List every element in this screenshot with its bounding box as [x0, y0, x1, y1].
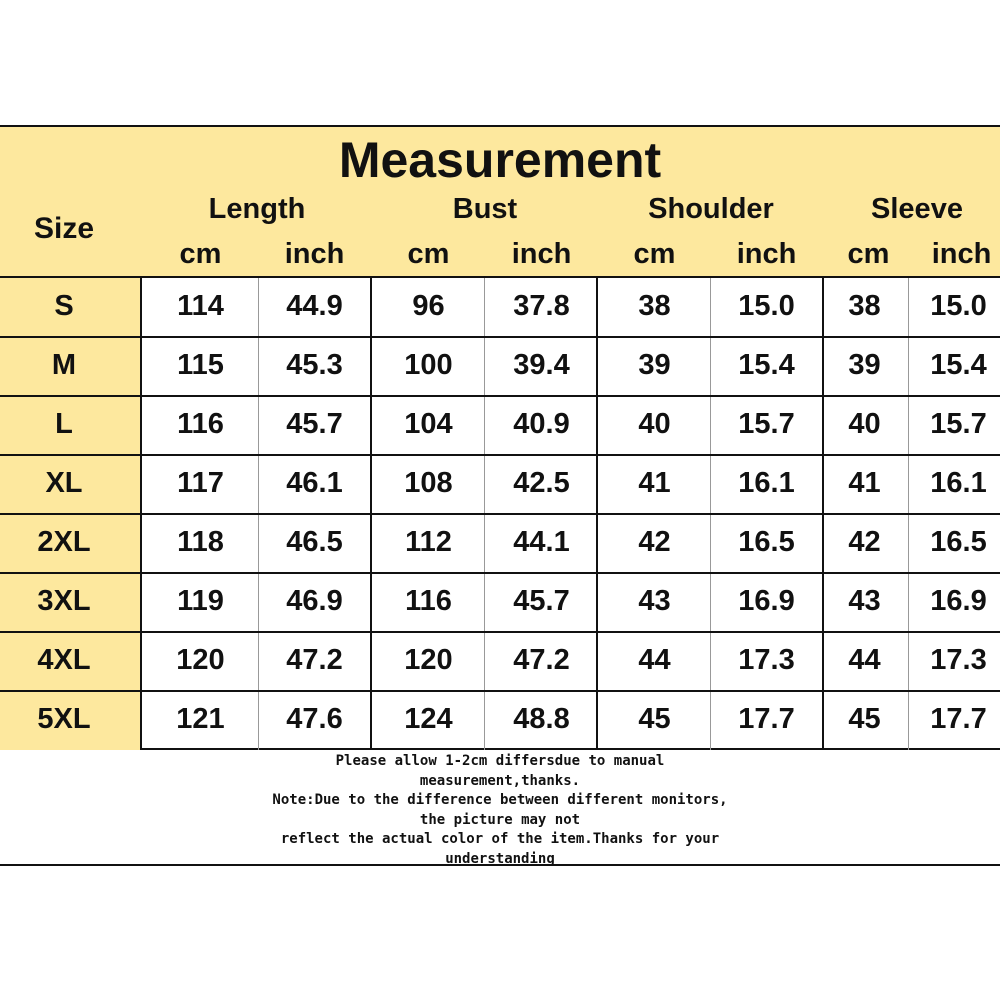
table-cell: 15.7	[738, 408, 795, 440]
table-cell: 46.1	[286, 467, 343, 499]
table-cell: 44.1	[513, 526, 570, 558]
table-cell: 40	[638, 408, 671, 440]
table-cell: 118	[177, 526, 224, 558]
row-divider	[0, 454, 1000, 456]
table-cell: 39.4	[513, 349, 570, 381]
table-cell: 44	[638, 644, 671, 676]
table-cell: 17.3	[930, 644, 987, 676]
bust-inch-header: inch	[511, 238, 572, 270]
table-cell: 43	[848, 585, 881, 617]
size-cell: L	[55, 408, 73, 440]
shoulder-inch-header: inch	[736, 238, 797, 270]
table-cell: 116	[405, 585, 452, 617]
table-cell: 45	[638, 703, 671, 735]
size-cell: 2XL	[37, 526, 91, 558]
table-cell: 46.5	[286, 526, 343, 558]
length-inch-header: inch	[284, 238, 345, 270]
measurement-note	[0, 751, 1000, 866]
table-cell: 121	[176, 703, 225, 735]
table-cell: 42	[638, 526, 671, 558]
table-cell: 114	[177, 290, 224, 322]
table-cell: 15.7	[930, 408, 987, 440]
note-line: the picture may not	[419, 811, 581, 828]
note-line: reflect the actual color of the item.Thanks for your	[280, 831, 720, 848]
table-cell: 100	[404, 349, 453, 381]
table-cell: 15.4	[930, 349, 987, 381]
row-divider	[0, 395, 1000, 397]
shoulder-cm-header: cm	[633, 238, 676, 270]
bust-cm-header: cm	[407, 238, 450, 270]
size-cell: S	[54, 290, 74, 322]
table-cell: 112	[405, 526, 452, 558]
table-cell: 17.7	[930, 703, 987, 735]
table-cell: 46.9	[286, 585, 343, 617]
table-cell: 96	[412, 290, 445, 322]
table-cell: 16.9	[738, 585, 795, 617]
table-cell: 39	[848, 349, 881, 381]
table-header	[0, 127, 1000, 278]
size-cell: M	[51, 349, 77, 381]
sleeve-cm-header: cm	[847, 238, 890, 270]
table-cell: 16.5	[738, 526, 795, 558]
table-cell: 37.8	[513, 290, 570, 322]
table-cell: 44.9	[286, 290, 343, 322]
table-cell: 41	[638, 467, 671, 499]
note-line: understanding	[445, 850, 555, 867]
size-cell: 5XL	[37, 703, 91, 735]
table-cell: 45.7	[286, 408, 343, 440]
size-column-header: Size	[33, 212, 95, 245]
table-cell: 17.7	[738, 703, 795, 735]
table-cell: 16.5	[930, 526, 987, 558]
table-cell: 16.1	[738, 467, 795, 499]
table-cell: 47.2	[513, 644, 570, 676]
size-cell: XL	[45, 467, 83, 499]
table-cell: 42.5	[513, 467, 570, 499]
size-chart	[0, 125, 1000, 750]
size-cell: 4XL	[37, 644, 91, 676]
bust-header: Bust	[452, 193, 518, 225]
table-cell: 48.8	[513, 703, 570, 735]
table-cell: 44	[848, 644, 881, 676]
table-cell: 15.4	[738, 349, 795, 381]
table-cell: 40.9	[513, 408, 570, 440]
table-cell: 45.3	[286, 349, 343, 381]
table-cell: 47.6	[286, 703, 343, 735]
table-cell: 15.0	[930, 290, 987, 322]
table-cell: 45.7	[513, 585, 570, 617]
table-cell: 115	[177, 349, 224, 381]
note-line: Please allow 1-2cm differsdue to manual	[335, 753, 665, 769]
table-cell: 15.0	[738, 290, 795, 322]
table-cell: 16.9	[930, 585, 987, 617]
shoulder-header: Shoulder	[648, 193, 774, 225]
table-cell: 119	[177, 585, 224, 617]
row-divider	[0, 572, 1000, 574]
table-cell: 41	[848, 467, 881, 499]
row-divider	[0, 690, 1000, 692]
table-cell: 117	[177, 467, 224, 499]
sleeve-header: Sleeve	[871, 193, 963, 225]
table-cell: 124	[404, 703, 453, 735]
note-line: measurement,thanks.	[419, 772, 581, 789]
table-cell: 38	[848, 290, 881, 322]
length-header: Length	[208, 193, 306, 225]
table-cell: 43	[638, 585, 671, 617]
sleeve-inch-header: inch	[931, 238, 992, 270]
table-cell: 108	[404, 467, 453, 499]
table-cell: 38	[638, 290, 671, 322]
page-title: Measurement	[338, 132, 662, 188]
row-divider	[0, 336, 1000, 338]
table-cell: 17.3	[738, 644, 795, 676]
table-cell: 39	[638, 349, 671, 381]
table-cell: 45	[848, 703, 881, 735]
table-cell: 16.1	[930, 467, 987, 499]
row-divider	[0, 631, 1000, 633]
size-cell: 3XL	[37, 585, 91, 617]
table-cell: 104	[404, 408, 453, 440]
table-cell: 116	[177, 408, 224, 440]
length-cm-header: cm	[179, 238, 222, 270]
row-divider	[0, 513, 1000, 515]
table-cell: 120	[404, 644, 453, 676]
table-cell: 47.2	[286, 644, 343, 676]
table-cell: 42	[848, 526, 881, 558]
table-cell: 40	[848, 408, 881, 440]
table-cell: 120	[176, 644, 225, 676]
note-line: Note:Due to the difference between different monitors,	[272, 792, 728, 809]
